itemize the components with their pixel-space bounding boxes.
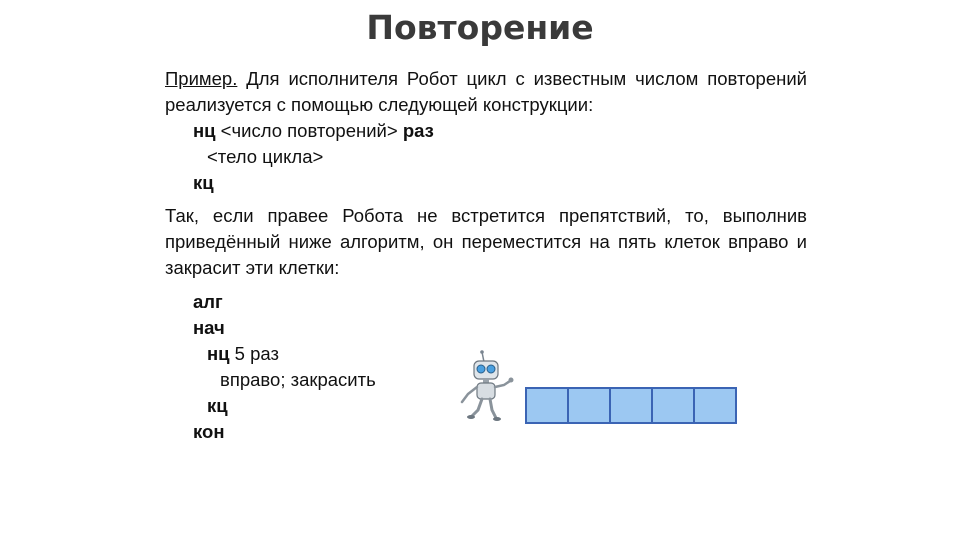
construct-line-3: кц — [193, 172, 214, 193]
construct-count: <число повторений> — [215, 120, 403, 141]
explanation-paragraph: Так, если правее Робота не встретится препятствий, то, выполнив приведённый ниже алгоритм, он переместится на пять клеток вправо и закрасит эти клетки: — [165, 205, 807, 278]
painted-cell — [653, 389, 695, 422]
keyword-raz: раз — [402, 120, 434, 141]
page-title: Повторение — [366, 8, 594, 47]
loop-line — [207, 341, 279, 367]
loop-keyword: нц — [207, 343, 230, 364]
nach-keyword: нач — [193, 317, 225, 338]
painted-cell — [527, 389, 569, 422]
alg-keyword: алг — [193, 291, 223, 312]
example-label: Пример. — [165, 68, 238, 89]
loop-count: 5 раз — [229, 343, 279, 364]
painted-cells — [525, 387, 737, 424]
painted-cell — [611, 389, 653, 422]
painted-cell — [569, 389, 611, 422]
robot-icon — [458, 350, 518, 422]
construct-line-2: <тело цикла> — [207, 146, 324, 167]
example-paragraph — [165, 66, 807, 118]
loop-body: вправо; закрасить — [220, 369, 376, 390]
construct-line-1 — [193, 118, 434, 144]
end-loop-keyword: кц — [207, 395, 228, 416]
kon-keyword: кон — [193, 421, 225, 442]
keyword-nc: нц — [193, 120, 216, 141]
painted-cell — [695, 389, 735, 422]
example-intro: Для исполнителя Робот цикл с известным числом повторений реализуется с помощью следующей конструкции: — [165, 68, 807, 115]
